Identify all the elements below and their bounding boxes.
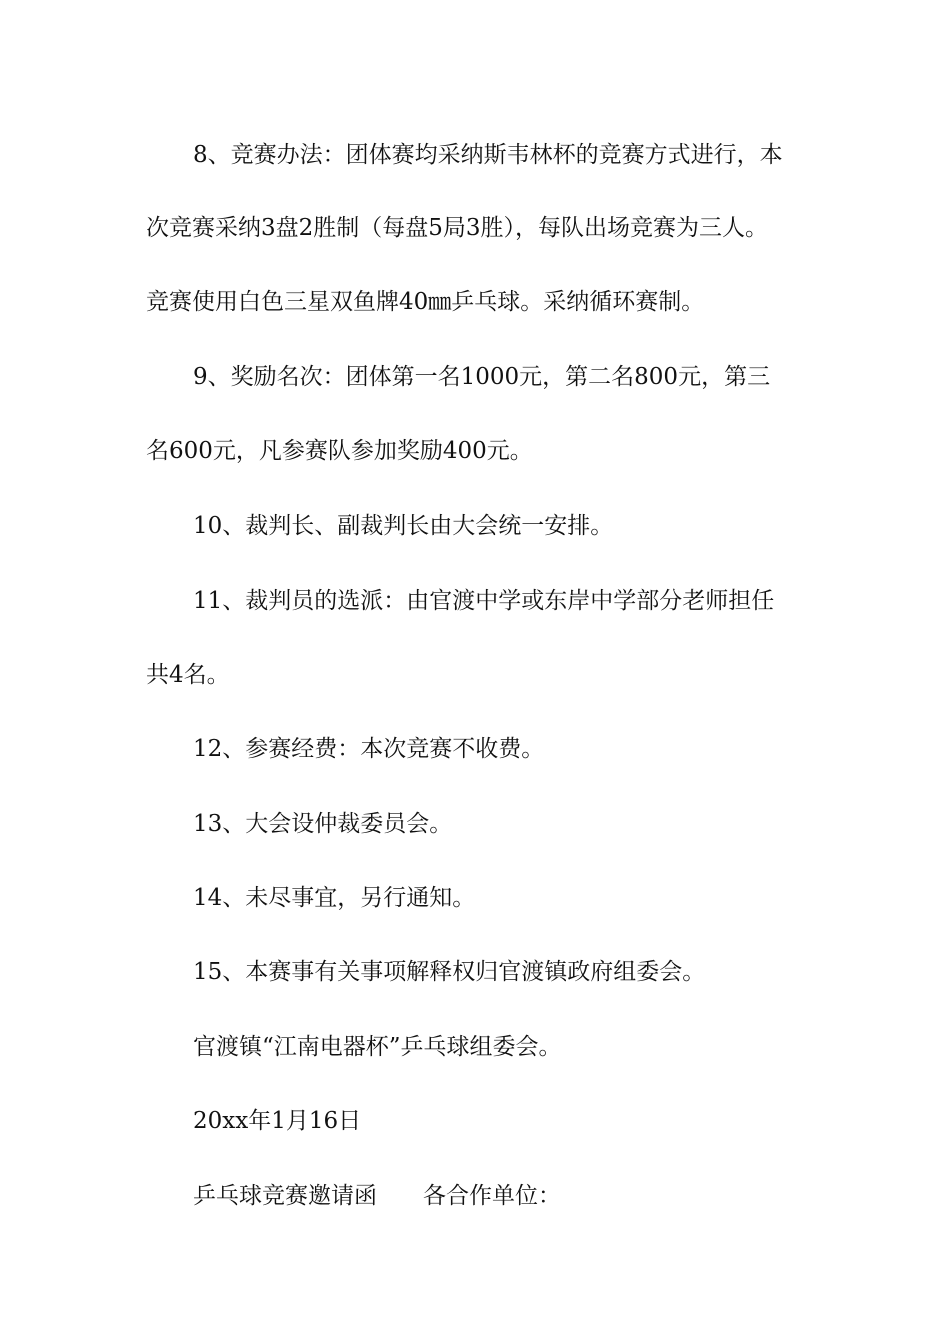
item-11-line-2: 共4名。 bbox=[146, 662, 230, 688]
organizer-signature: 官渡镇“江南电器杯”乒乓球组委会。 bbox=[193, 1034, 562, 1060]
document-date: 20xx年1月16日 bbox=[193, 1108, 362, 1134]
item-8-line-1: 8、竞赛办法：团体赛均采纳斯韦林杯的竞赛方式进行，本 bbox=[193, 142, 783, 168]
item-10-line-1: 10、裁判长、副裁判长由大会统一安排。 bbox=[193, 513, 614, 539]
item-8-line-2: 次竞赛采纳3盘2胜制（每盘5局3胜），每队出场竞赛为三人。 bbox=[146, 215, 769, 241]
item-9-line-1: 9、奖励名次：团体第一名1000元，第二名800元，第三 bbox=[193, 364, 771, 390]
salutation: 各合作单位： bbox=[423, 1183, 561, 1209]
item-15-line-1: 15、本赛事有关事项解释权归官渡镇政府组委会。 bbox=[193, 959, 706, 985]
next-document-title: 乒乓球竞赛邀请函 bbox=[193, 1183, 377, 1209]
item-8-line-3: 竞赛使用白色三星双鱼牌40㎜乒乓球。采纳循环赛制。 bbox=[146, 289, 705, 315]
item-12-line-1: 12、参赛经费：本次竞赛不收费。 bbox=[193, 736, 545, 762]
item-11-line-1: 11、裁判员的选派：由官渡中学或东岸中学部分老师担任 bbox=[193, 588, 775, 614]
next-section-line bbox=[193, 1181, 561, 1211]
item-9-line-2: 名600元，凡参赛队参加奖励400元。 bbox=[146, 438, 533, 464]
item-13-line-1: 13、大会设仲裁委员会。 bbox=[193, 811, 453, 837]
item-14-line-1: 14、未尽事宜，另行通知。 bbox=[193, 885, 476, 911]
